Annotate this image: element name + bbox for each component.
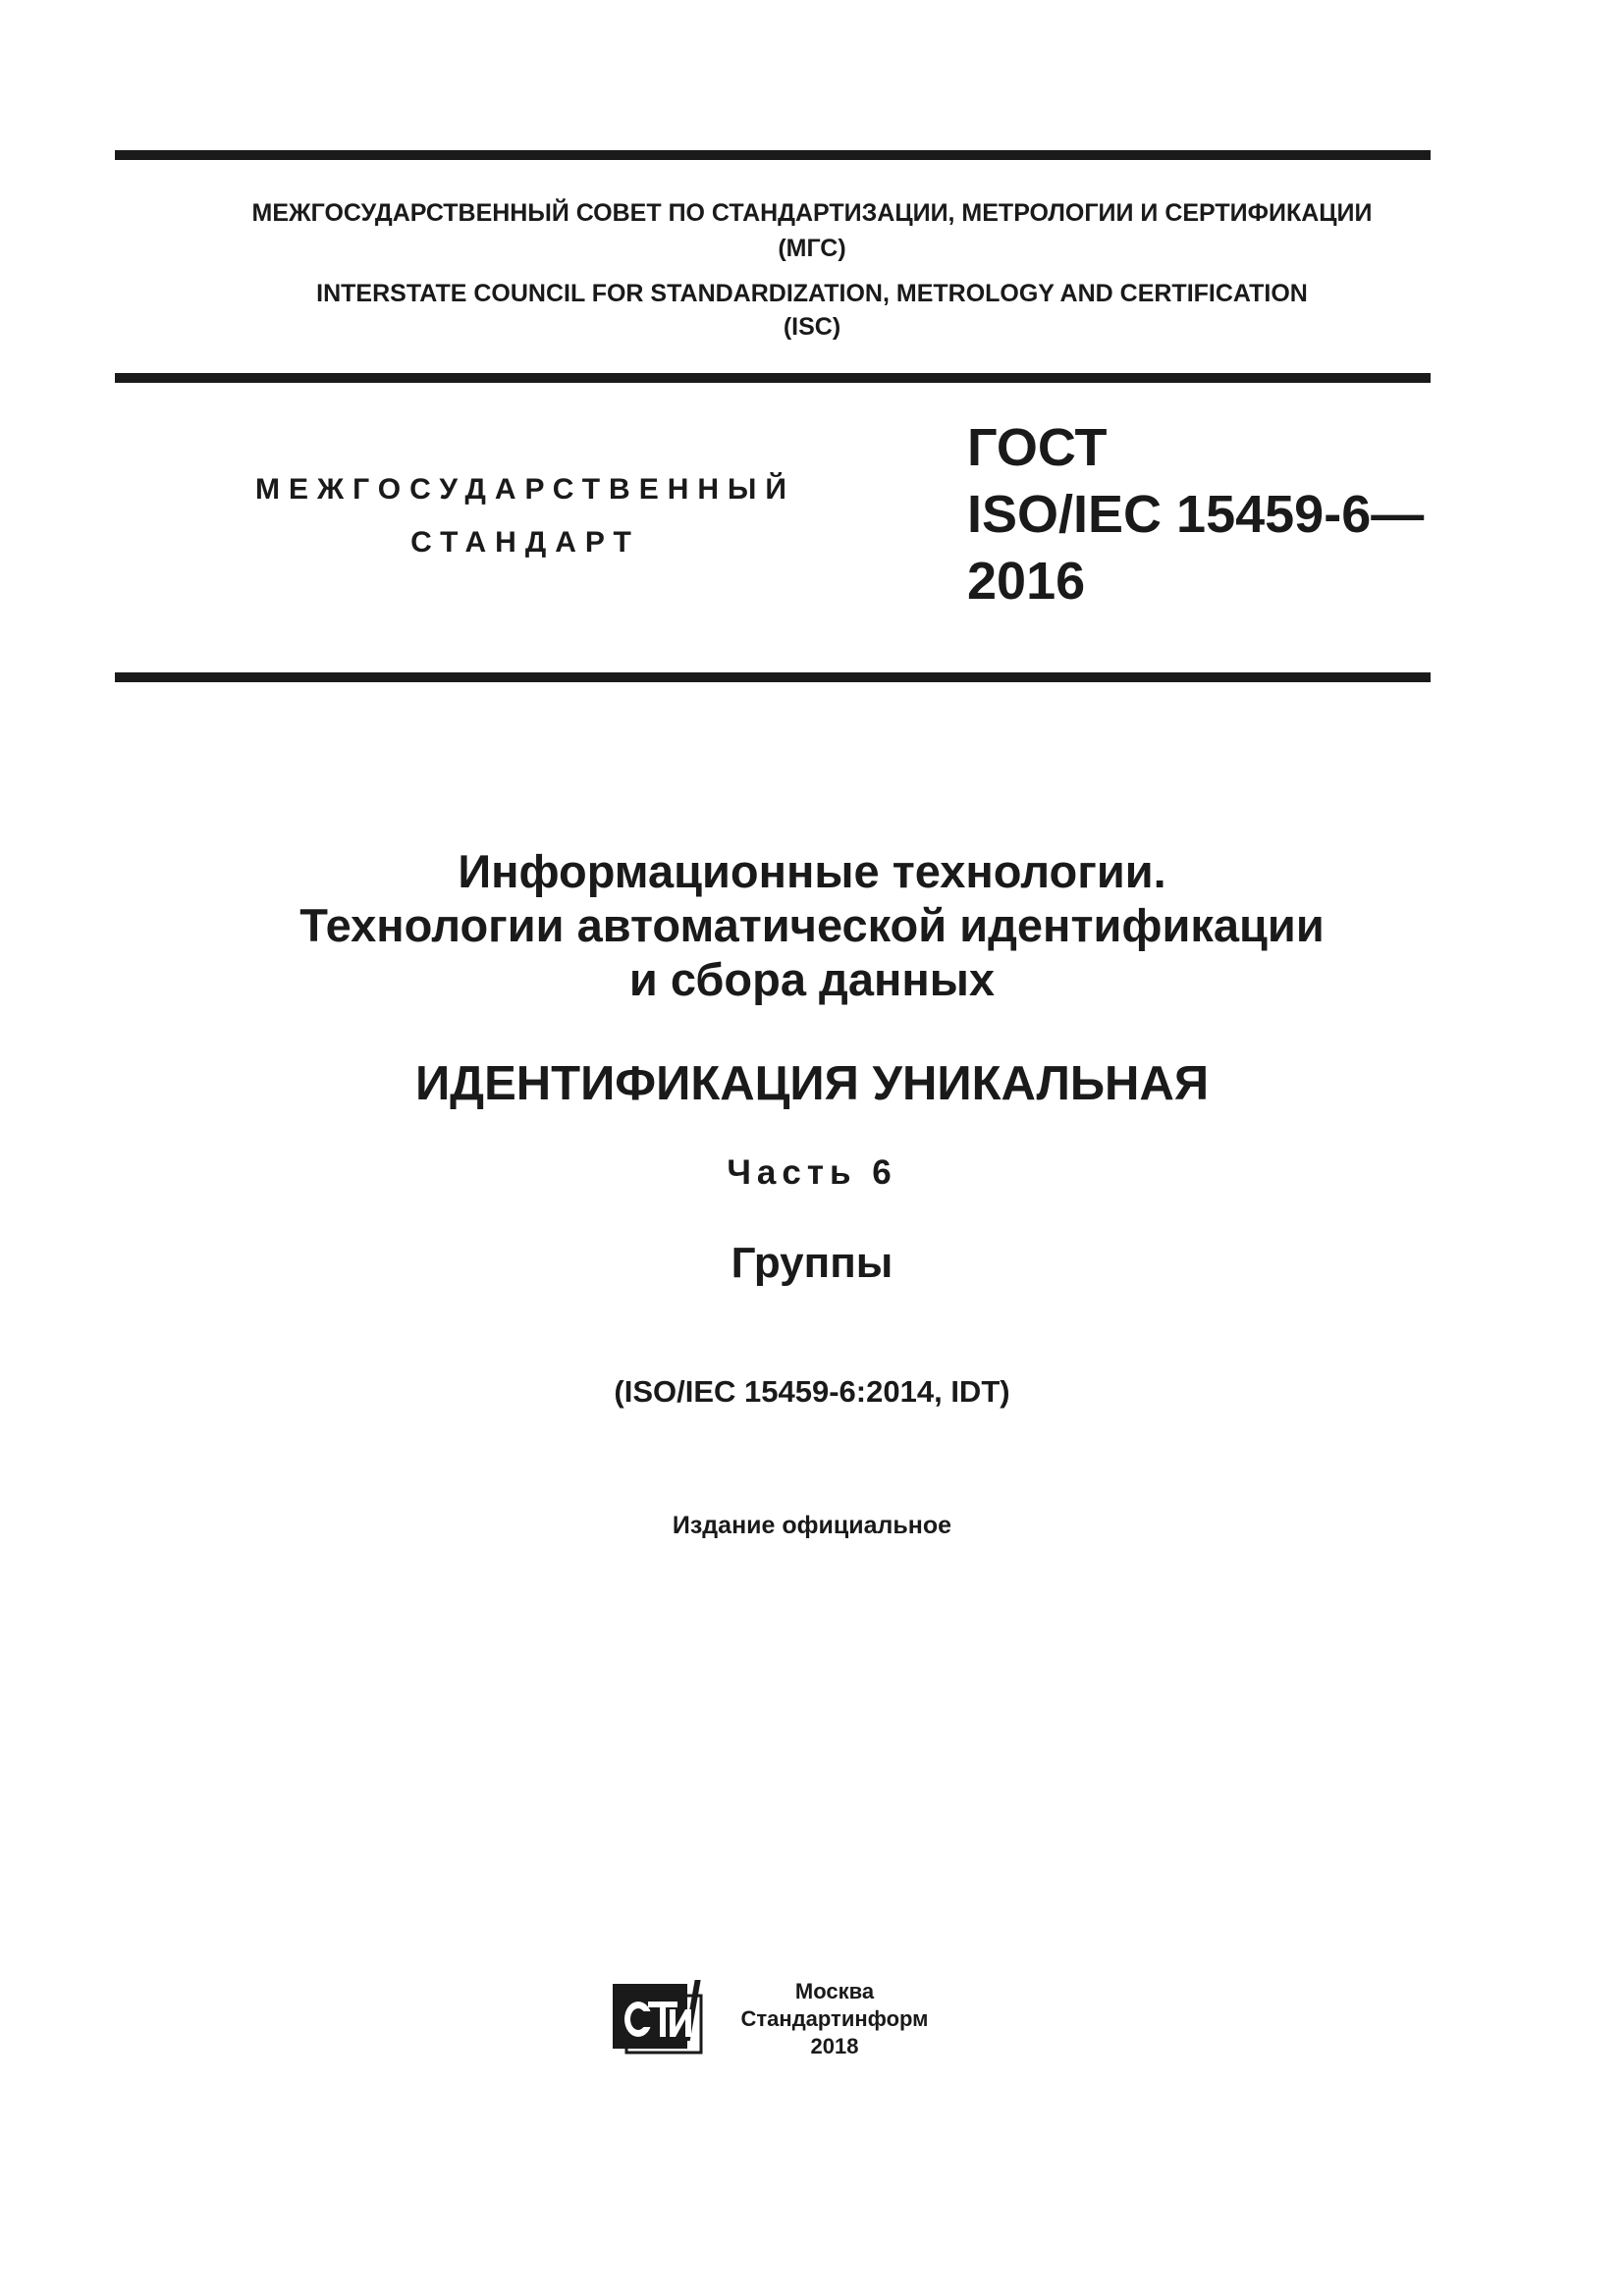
gost-designation <box>967 414 1424 614</box>
council-abbr-ru: (МГС) <box>778 235 846 262</box>
publisher-imprint <box>722 1978 947 2060</box>
standartinform-logo-icon <box>611 1978 705 2055</box>
document-title <box>0 844 1624 1006</box>
standard-type-line1: МЕЖГОСУДАРСТВЕННЫЙ <box>255 473 795 506</box>
document-main-title: ИДЕНТИФИКАЦИЯ УНИКАЛЬНАЯ <box>414 1057 1210 1110</box>
standard-type-label <box>196 463 854 569</box>
publication-year: 2018 <box>810 2034 859 2058</box>
standard-type-line2: СТАНДАРТ <box>410 526 640 559</box>
title-line3: и сбора данных <box>628 953 996 1005</box>
iso-reference: (ISO/IEC 15459-6:2014, IDT) <box>614 1374 1010 1409</box>
council-name-en: INTERSTATE COUNCIL FOR STANDARDIZATION, METROLOGY AND CERTIFICATION <box>316 280 1308 307</box>
council-name-ru: МЕЖГОСУДАРСТВЕННЫЙ СОВЕТ ПО СТАНДАРТИЗАЦИИ, МЕТРОЛОГИИ И СЕРТИФИКАЦИИ <box>251 199 1373 227</box>
title-line2: Технологии автоматической идентификации <box>299 899 1325 951</box>
designation-divider-rule <box>115 672 1431 682</box>
edition-note: Издание официальное <box>672 1512 952 1539</box>
gost-line3: 2016 <box>967 552 1086 611</box>
council-abbr-en: (ISC) <box>783 313 841 341</box>
part-number: Часть 6 <box>727 1153 897 1192</box>
gost-line2: ISO/IEC 15459-6— <box>967 485 1425 544</box>
gost-line1: ГОСТ <box>967 418 1108 477</box>
header-divider-rule <box>115 373 1431 383</box>
part-subtitle: Группы <box>731 1239 893 1287</box>
publisher-city: Москва <box>794 1979 875 2003</box>
publisher-name: Стандартинформ <box>740 2006 929 2031</box>
title-line1: Информационные технологии. <box>458 845 1166 897</box>
top-rule <box>115 150 1431 160</box>
